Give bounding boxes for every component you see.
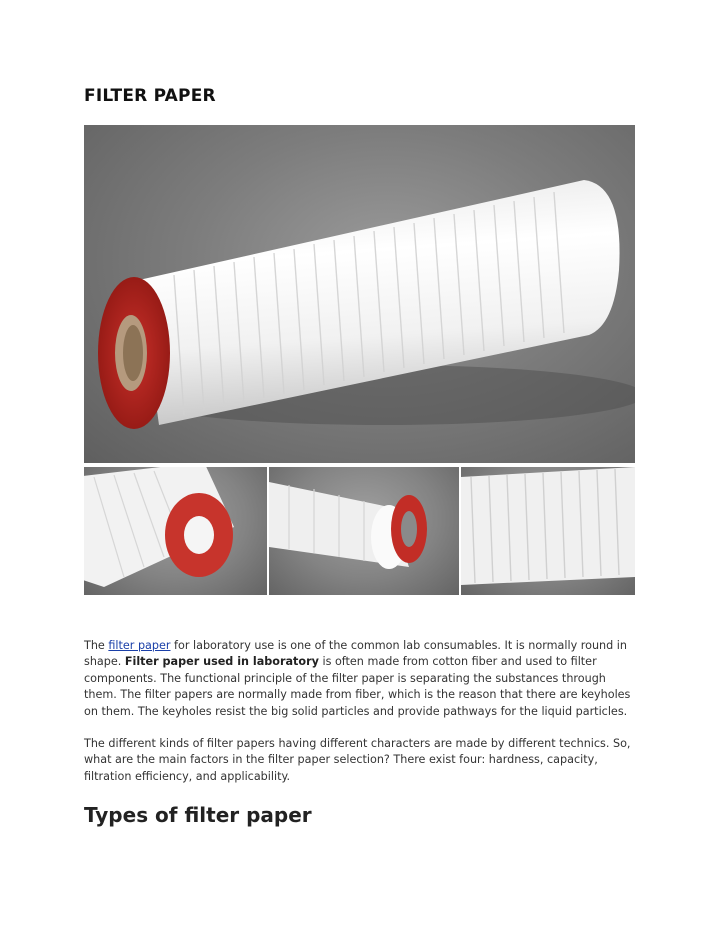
page-title: FILTER PAPER	[84, 86, 216, 106]
article-body	[84, 638, 635, 801]
section-heading-types: Types of filter paper	[84, 803, 312, 827]
thumbnail-red-cap-closeup	[84, 467, 267, 595]
filter-cartridge-image	[84, 125, 635, 463]
thumbnail-pleats-closeup	[461, 467, 635, 595]
filter-paper-link[interactable]: filter paper	[108, 639, 171, 652]
intro-rest: is often made from cotton fiber and used to filter components. The functional principle of the filter paper is separating the substances through them. The filter papers are normally made from fiber, which is the reason that there are keyholes on them. The keyholes resist the big solid particles and provide pathways for the liquid particles.	[84, 655, 631, 718]
intro-after-link: for laboratory use is one of the common lab consumables. It is normally round in shape.	[84, 639, 628, 669]
intro-bold-phrase: Filter paper used in laboratory	[124, 655, 319, 669]
thumbnail-side-view	[269, 467, 459, 595]
hero-product-photo	[84, 125, 635, 463]
thumbnail-strip	[84, 467, 635, 595]
selection-paragraph: The different kinds of filter papers having different characters are made by different technics. So, what are the main factors in the filter paper selection? There exist four: hardness, capacity, filtration efficiency, and applicability.	[84, 737, 631, 783]
intro-lead: The	[84, 639, 109, 652]
intro-paragraph	[84, 638, 635, 720]
